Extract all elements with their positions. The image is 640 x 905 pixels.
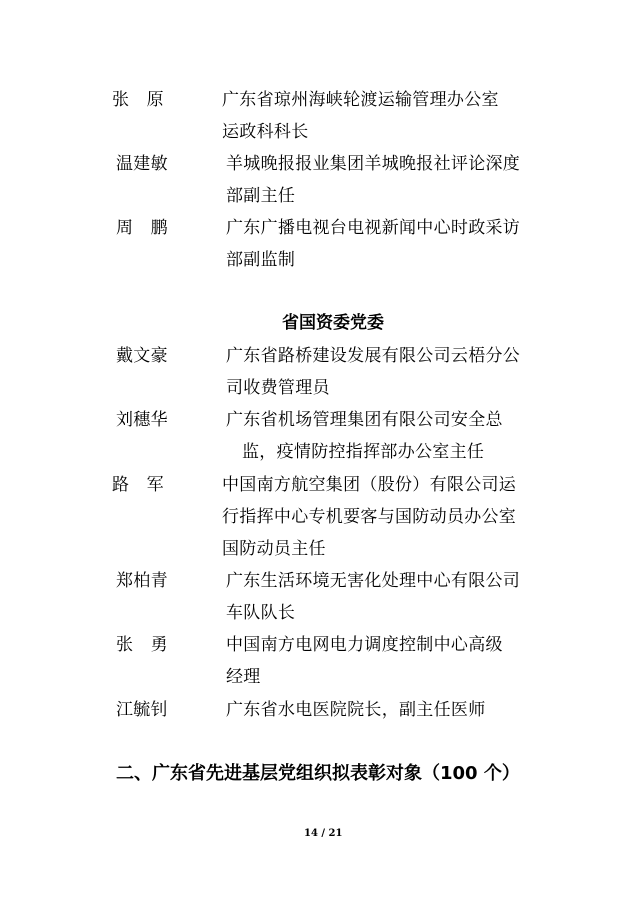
entry-title-line: 广东生活环境无害化处理中心有限公司 bbox=[226, 571, 521, 591]
entry-title-line: 广东省水电医院院长，副主任医师 bbox=[226, 700, 486, 720]
entry-title-line: 广东省琼州海峡轮渡运输管理办公室 bbox=[222, 90, 499, 110]
entry-title-line: 司收费管理员 bbox=[226, 378, 330, 398]
entry-title-line: 部副监制 bbox=[226, 250, 296, 270]
entry-name: 江毓钊 bbox=[116, 700, 168, 720]
entry-title-line: 运政科科长 bbox=[222, 122, 309, 142]
chapter-heading: 二、广东省先进基层党组织拟表彰对象（100 个） bbox=[116, 763, 520, 784]
section-heading: 省国资委党委 bbox=[282, 313, 384, 333]
page-number: 14 / 21 bbox=[304, 828, 343, 839]
entry-title-line: 部副主任 bbox=[226, 186, 296, 206]
entry-title-line: 广东省路桥建设发展有限公司云梧分公 bbox=[226, 346, 521, 366]
entry-name: 刘穗华 bbox=[116, 410, 168, 430]
entry-title-line: 中国南方电网电力调度控制中心高级 bbox=[226, 635, 503, 655]
entry-name: 戴文豪 bbox=[116, 346, 168, 366]
entry-title-line: 广东广播电视台电视新闻中心时政采访 bbox=[226, 218, 521, 238]
entry-name: 张 原 bbox=[112, 90, 164, 110]
entry-title-line: 广东省机场管理集团有限公司安全总 bbox=[226, 410, 503, 430]
entry-title-line: 羊城晚报报业集团羊城晚报社评论深度 bbox=[226, 154, 521, 174]
entry-name: 张 勇 bbox=[116, 635, 168, 655]
entry-title-line: 行指挥中心专机要客与国防动员办公室 bbox=[222, 507, 517, 527]
entry-title-line: 经理 bbox=[226, 667, 261, 687]
entry-title-line: 国防动员主任 bbox=[222, 539, 326, 559]
entry-name: 郑柏青 bbox=[116, 571, 168, 591]
entry-title-line: 车队队长 bbox=[226, 603, 296, 623]
entry-name: 周 鹏 bbox=[116, 218, 168, 238]
entry-title-line: 监，疫情防控指挥部办公室主任 bbox=[242, 442, 485, 462]
entry-name: 温建敏 bbox=[116, 154, 168, 174]
entry-name: 路 军 bbox=[112, 475, 164, 495]
entry-title-line: 中国南方航空集团（股份）有限公司运 bbox=[222, 475, 517, 495]
